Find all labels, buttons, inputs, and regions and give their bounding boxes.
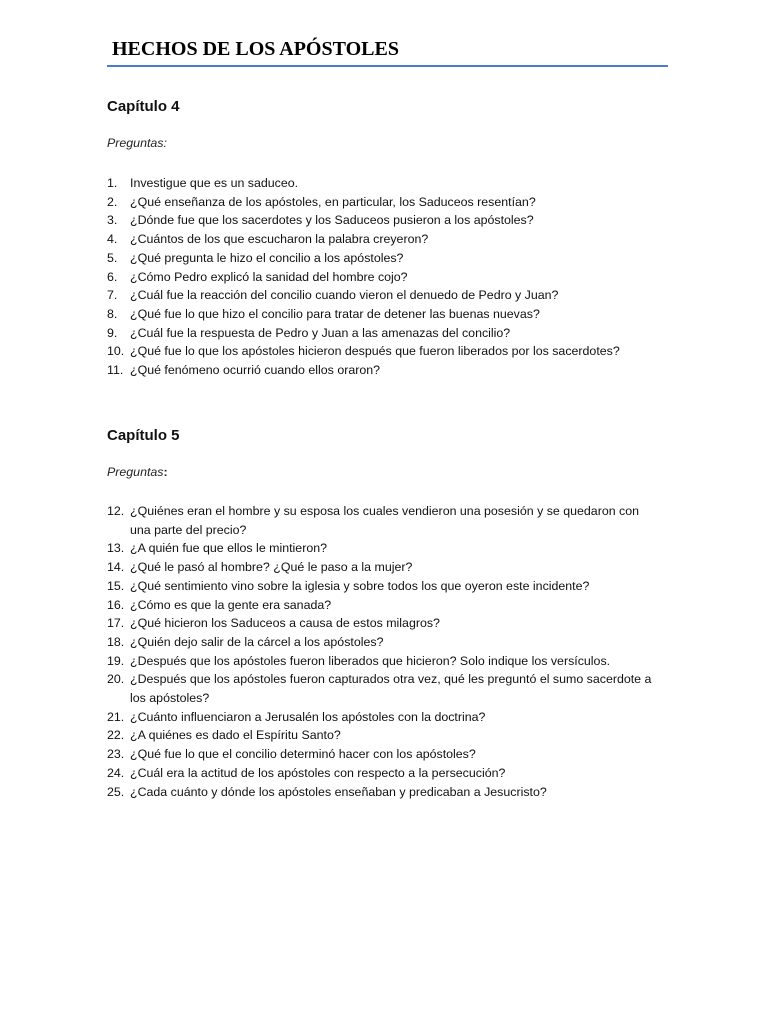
question-item	[107, 652, 657, 671]
title-underline-rule	[107, 65, 668, 67]
chapter-5-question-list	[107, 502, 657, 801]
question-number: 24.	[107, 765, 125, 780]
question-number: 7.	[107, 288, 118, 303]
question-text: ¿Después que los apóstoles fueron liberados que hicieron? Solo indique los versículos.	[130, 653, 611, 668]
question-text: ¿A quiénes es dado el Espíritu Santo?	[130, 728, 341, 743]
question-item	[107, 268, 657, 287]
question-item	[107, 502, 657, 539]
question-text: ¿Qué fue lo que los apóstoles hicieron después que fueron liberados por los sacerdotes?	[130, 344, 620, 359]
question-text: ¿Cuánto influenciaron a Jerusalén los apóstoles con la doctrina?	[130, 709, 486, 724]
question-number: 12.	[107, 504, 125, 518]
question-text: ¿Qué hicieron los Saduceos a causa de estos milagros?	[130, 616, 440, 631]
question-number: 14.	[107, 560, 125, 575]
question-item	[107, 342, 657, 361]
question-number: 25.	[107, 784, 125, 799]
question-number: 16.	[107, 597, 125, 612]
question-item	[107, 361, 657, 380]
question-item	[107, 670, 657, 707]
question-number: 8.	[107, 306, 118, 321]
question-text: Investigue que es un saduceo.	[130, 176, 299, 190]
question-item	[107, 539, 657, 558]
question-number: 18.	[107, 634, 125, 649]
question-item	[107, 745, 657, 764]
question-number: 3.	[107, 213, 118, 228]
question-text: ¿Cada cuánto y dónde los apóstoles enseñaban y predicaban a Jesucristo?	[130, 784, 547, 799]
question-item	[107, 708, 657, 727]
question-text: ¿Dónde fue que los sacerdotes y los Saduceos pusieron a los apóstoles?	[130, 213, 534, 228]
questions-label-colon: :	[163, 464, 168, 479]
question-item	[107, 305, 657, 324]
question-item	[107, 286, 657, 305]
question-item	[107, 324, 657, 343]
question-text: ¿Qué enseñanza de los apóstoles, en particular, los Saduceos resentían?	[130, 194, 536, 209]
question-number: 15.	[107, 578, 125, 593]
question-item	[107, 726, 657, 745]
question-number: 21.	[107, 709, 125, 724]
question-number: 2.	[107, 194, 118, 209]
question-number: 5.	[107, 250, 118, 265]
chapter-5-questions-label	[107, 463, 168, 482]
question-text: ¿A quién fue que ellos le mintieron?	[130, 541, 327, 556]
chapter-4-questions-label: Preguntas:	[107, 135, 167, 150]
question-number: 17.	[107, 616, 125, 631]
question-text: ¿Cuál fue la reacción del concilio cuando vieron el denuedo de Pedro y Juan?	[130, 288, 559, 303]
question-number: 19.	[107, 653, 125, 668]
question-number: 1.	[107, 176, 118, 190]
question-text: ¿Qué fue lo que el concilio determinó hacer con los apóstoles?	[130, 747, 476, 762]
question-item	[107, 230, 657, 249]
question-text: ¿Cuál fue la respuesta de Pedro y Juan a las amenazas del concilio?	[130, 325, 511, 340]
question-item	[107, 558, 657, 577]
chapter-5-heading: Capítulo 5	[107, 427, 180, 444]
question-text: ¿Qué sentimiento vino sobre la iglesia y sobre todos los que oyeron este incidente?	[130, 578, 590, 593]
question-item	[107, 596, 657, 615]
document-title: HECHOS DE LOS APÓSTOLES	[112, 38, 399, 60]
question-item	[107, 193, 657, 212]
question-text: ¿Qué fue lo que hizo el concilio para tratar de detener las buenas nuevas?	[130, 306, 540, 321]
question-number: 23.	[107, 747, 125, 762]
chapter-4-question-list	[107, 174, 657, 380]
question-text: ¿Cómo es que la gente era sanada?	[130, 597, 332, 612]
question-text: ¿Cómo Pedro explicó la sanidad del hombre cojo?	[130, 269, 408, 284]
question-text: ¿Cuántos de los que escucharon la palabra creyeron?	[130, 232, 429, 247]
question-number: 6.	[107, 269, 118, 284]
question-item	[107, 633, 657, 652]
question-item	[107, 614, 657, 633]
question-number: 9.	[107, 325, 118, 340]
question-text: ¿Qué fenómeno ocurrió cuando ellos oraron?	[130, 363, 381, 378]
question-number: 10.	[107, 344, 125, 359]
question-item	[107, 174, 657, 193]
question-item	[107, 211, 657, 230]
question-number: 22.	[107, 728, 125, 743]
question-number: 20.	[107, 672, 125, 687]
question-text: ¿Qué le pasó al hombre? ¿Qué le paso a la mujer?	[130, 560, 413, 575]
question-item	[107, 764, 657, 783]
question-text: ¿Cuál era la actitud de los apóstoles con respecto a la persecución?	[130, 765, 506, 780]
question-item	[107, 783, 657, 802]
question-number: 4.	[107, 232, 118, 247]
question-text: ¿Quién dejo salir de la cárcel a los apóstoles?	[130, 634, 384, 649]
chapter-4-heading: Capítulo 4	[107, 98, 180, 115]
question-text: ¿Qué pregunta le hizo el concilio a los apóstoles?	[130, 250, 404, 265]
question-text: ¿Después que los apóstoles fueron capturados otra vez, qué les preguntó el sumo sacerdote a los apóstoles?	[130, 672, 652, 706]
question-item	[107, 249, 657, 268]
questions-label-text: Preguntas	[107, 464, 164, 479]
question-item	[107, 577, 657, 596]
question-number: 11.	[107, 363, 124, 378]
question-number: 13.	[107, 541, 125, 556]
question-text: ¿Quiénes eran el hombre y su esposa los cuales vendieron una posesión y se quedaron con una parte del precio?	[130, 504, 640, 537]
